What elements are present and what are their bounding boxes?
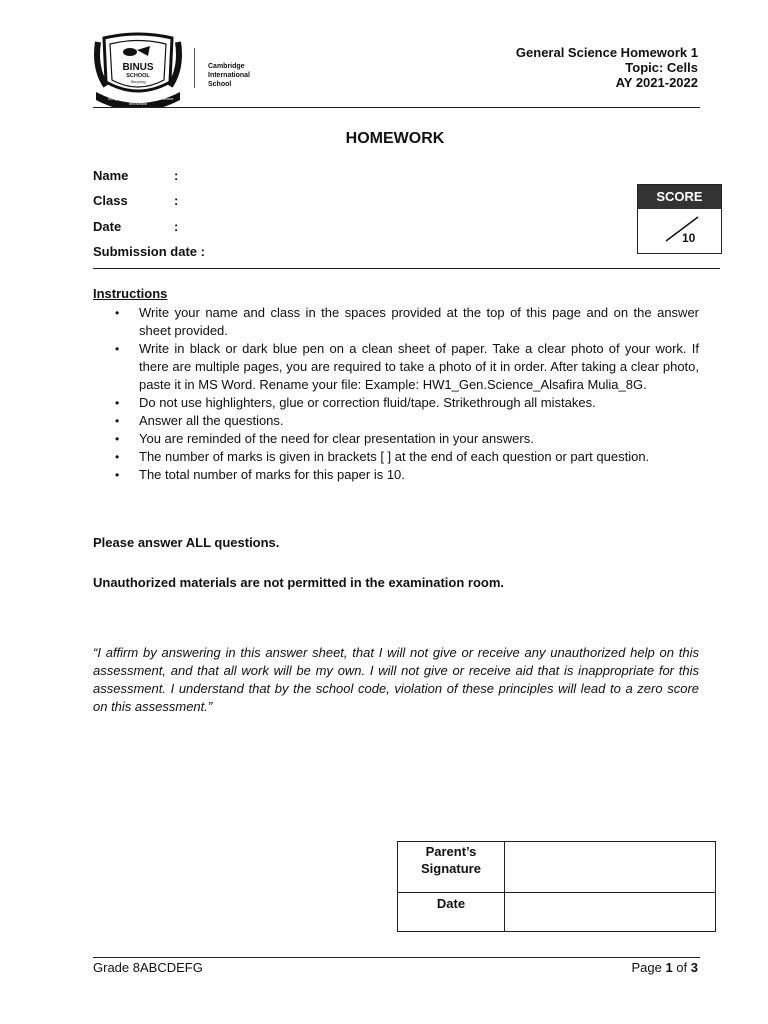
cambridge-line-3: School	[208, 81, 232, 88]
header-course: General Science Homework 1	[515, 45, 698, 60]
instructions-list	[93, 304, 699, 484]
date-colon: :	[174, 219, 179, 234]
score-box	[637, 184, 722, 254]
instruction-item: • Do not use highlighters, glue or correction fluid/tape. Strikethrough all mistakes.	[93, 394, 699, 412]
instruction-item: • You are reminded of the need for clear presentation in your answers.	[93, 430, 699, 448]
header-topic: Topic: Cells	[625, 60, 698, 75]
logo-divider	[194, 48, 195, 88]
footer-rule	[93, 957, 700, 958]
submission-date-label: Submission date :	[93, 244, 205, 259]
logo-school-name: BINUS	[122, 62, 154, 73]
honor-pledge: “I affirm by answering in this answer sheet, that I will not give or receive any unauthorized help on this assessment, and that all work will be my own. I will not give or receive aid that is inappropriate for this assessment. I understand that by the school code, violation of these principles will lead to a zero score on this assessment.”	[93, 645, 699, 714]
signature-label: Signature	[421, 861, 481, 876]
of-word: of	[676, 960, 688, 975]
name-colon: :	[174, 168, 179, 183]
logo-school-sub: SCHOOL	[126, 73, 150, 79]
total-pages: 3	[690, 960, 698, 975]
score-field	[638, 209, 721, 253]
score-total: 10	[682, 231, 696, 245]
class-label: Class	[93, 193, 128, 208]
logo-motto-mid: Innovation	[128, 101, 148, 106]
parent-label: Parent’s	[425, 844, 477, 859]
current-page: 1	[665, 960, 673, 975]
fields-rule	[93, 268, 720, 269]
class-colon: :	[174, 193, 179, 208]
instruction-item: • Write in black or dark blue pen on a clean sheet of paper. Take a clear photo of your work. If there are multiple pages, you are required to take a photo of it in order. After taking a clear photo, paste it in MS Word. Rename your file: Example: HW1_Gen.Science_Alsafira Mulia_8G.	[93, 340, 699, 394]
footer-page-number	[631, 960, 698, 975]
parent-signature-field[interactable]	[505, 842, 716, 893]
name-label: Name	[93, 168, 129, 183]
answer-all-notice: Please answer ALL questions.	[93, 535, 280, 550]
signature-date-field[interactable]	[505, 893, 716, 932]
logo-motto-left: Integrity	[108, 96, 123, 101]
instruction-item: • The total number of marks for this paper is 10.	[93, 466, 699, 484]
instruction-item: • Write your name and class in the spaces provided at the top of this page and on the answer sheet provided.	[93, 304, 699, 340]
unauthorized-materials-notice: Unauthorized materials are not permitted in the examination room.	[93, 575, 505, 590]
parent-signature-table	[397, 841, 716, 932]
school-logo	[92, 30, 184, 108]
header-academic-year: AY 2021-2022	[615, 75, 698, 90]
signature-date-label: Date	[398, 893, 505, 932]
cambridge-label	[208, 62, 250, 89]
instruction-item: • Answer all the questions.	[93, 412, 699, 430]
header-rule	[93, 107, 700, 108]
page-title: HOMEWORK	[345, 130, 445, 147]
date-label: Date	[93, 219, 122, 234]
score-label: SCORE	[638, 185, 721, 209]
instructions-heading: Instructions	[93, 286, 168, 301]
cambridge-line-2: International	[208, 72, 251, 79]
cambridge-line-1: Cambridge	[208, 63, 245, 70]
logo-location: Serpong	[130, 79, 146, 84]
footer-grade: Grade 8ABCDEFG	[93, 960, 203, 975]
page-word: Page	[631, 960, 662, 975]
document-header	[516, 45, 698, 90]
instruction-item: • The number of marks is given in brackets [ ] at the end of each question or part question.	[93, 448, 699, 466]
parent-signature-label	[398, 842, 505, 893]
logo-motto-right: Excellence	[154, 96, 174, 101]
